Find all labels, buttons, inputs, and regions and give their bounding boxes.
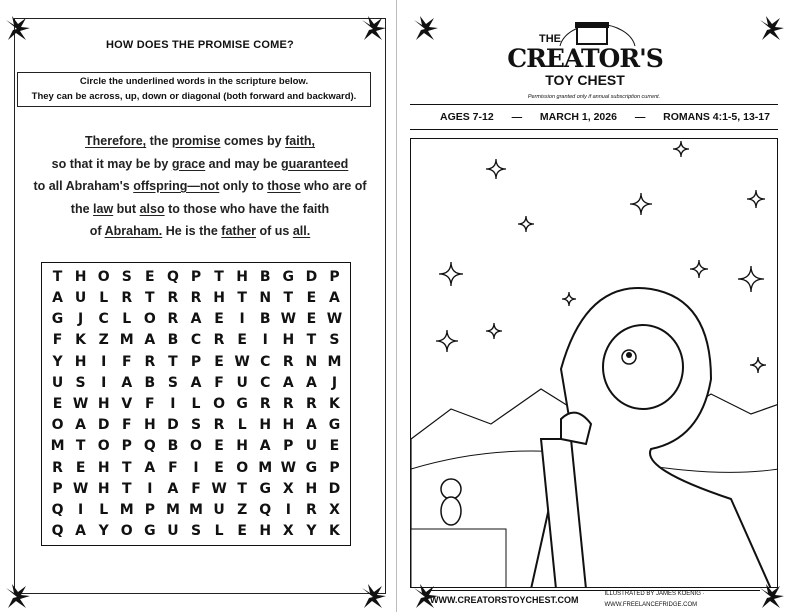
scripture-reference: ROMANS 4:1-5, 13-17 — [663, 111, 770, 123]
grid-letter[interactable]: A — [144, 332, 156, 349]
grid-letter[interactable]: T — [121, 480, 132, 497]
grid-letter[interactable]: D — [167, 417, 179, 434]
grid-letter[interactable]: A — [282, 374, 294, 391]
star-icon — [562, 292, 576, 306]
grid-letter[interactable]: Q — [51, 502, 64, 519]
leaf-corner-icon — [412, 16, 438, 42]
grid-letter[interactable]: Q — [259, 502, 272, 519]
scripture-text-segment: only to — [219, 179, 268, 193]
grid-letter[interactable]: O — [120, 523, 133, 540]
grid-letter[interactable]: R — [213, 417, 225, 434]
grid-letter[interactable]: E — [306, 289, 317, 306]
grid-letter[interactable]: H — [213, 289, 225, 306]
grid-letter[interactable]: L — [122, 311, 132, 328]
star-icon — [738, 266, 764, 292]
star-icon — [436, 330, 458, 352]
grid-letter[interactable]: A — [121, 374, 133, 391]
grid-letter[interactable]: F — [121, 417, 132, 434]
scripture-text-segment: He is the — [162, 224, 222, 238]
grid-letter[interactable]: N — [259, 289, 272, 306]
footer — [430, 590, 760, 609]
grid-letter[interactable]: T — [283, 289, 294, 306]
grid-letter[interactable]: S — [121, 268, 132, 285]
grid-letter[interactable]: I — [170, 395, 176, 412]
abraham-stars-illustration — [410, 138, 778, 588]
grid-letter[interactable]: I — [262, 332, 268, 349]
grid-letter[interactable]: K — [329, 395, 340, 412]
grid-letter[interactable]: N — [305, 353, 318, 370]
grid-letter[interactable]: P — [329, 459, 340, 476]
grid-letter[interactable]: B — [259, 268, 271, 285]
grid-letter[interactable]: G — [51, 311, 64, 328]
creators-toy-chest-logo — [505, 24, 665, 90]
underlined-word: those — [267, 179, 301, 193]
grid-letter[interactable]: I — [101, 374, 107, 391]
grid-letter[interactable]: W — [72, 480, 89, 497]
grid-letter[interactable]: Z — [98, 332, 109, 349]
grid-letter[interactable]: X — [282, 523, 294, 540]
grid-letter[interactable]: O — [213, 395, 226, 412]
grid-letter[interactable]: T — [214, 268, 224, 285]
grid-letter[interactable]: C — [260, 353, 271, 370]
underlined-word: all. — [292, 224, 311, 238]
grid-letter[interactable]: H — [259, 417, 272, 434]
coloring-illustration — [411, 139, 778, 588]
underlined-word: offspring—not — [133, 179, 220, 193]
grid-letter[interactable]: Y — [306, 523, 317, 540]
underlined-word: faith, — [285, 134, 315, 148]
instructions-box — [17, 72, 371, 107]
grid-letter[interactable]: A — [190, 374, 202, 391]
grid-letter[interactable]: M — [258, 459, 273, 476]
grid-letter[interactable]: R — [121, 289, 133, 306]
grid-letter[interactable]: H — [97, 480, 110, 497]
grid-letter[interactable]: P — [52, 480, 63, 497]
grid-letter[interactable]: Q — [51, 523, 64, 540]
grid-letter[interactable]: Q — [166, 268, 179, 285]
grid-letter[interactable]: R — [305, 502, 317, 519]
grid-letter[interactable]: A — [305, 374, 317, 391]
grid-letter[interactable]: S — [190, 523, 202, 540]
grid-letter[interactable]: S — [75, 374, 86, 391]
grid-letter[interactable]: R — [282, 353, 294, 370]
star-icon — [690, 260, 708, 278]
instruction-line: Circle the underlined words in the scripture below. — [79, 76, 309, 87]
instruction-line: They can be across, up, down or diagonal (both forward and backward). — [31, 91, 357, 102]
grid-letter[interactable]: T — [237, 289, 247, 306]
scripture-text-segment: who are of — [300, 179, 367, 193]
grid-letter[interactable]: H — [97, 395, 110, 412]
grid-letter[interactable]: W — [280, 459, 297, 476]
grid-letter[interactable]: H — [143, 417, 156, 434]
grid-letter[interactable]: R — [259, 395, 271, 412]
grid-letter[interactable]: T — [306, 332, 317, 349]
grid-letter[interactable]: W — [72, 395, 89, 412]
grid-letter[interactable]: W — [326, 311, 343, 328]
grid-letter[interactable]: U — [305, 438, 318, 455]
grid-letter[interactable]: E — [145, 268, 155, 285]
grid-letter[interactable]: B — [259, 311, 271, 328]
scripture-text-segment: the — [70, 201, 94, 216]
grid-letter[interactable]: X — [329, 502, 340, 519]
grid-letter[interactable]: X — [282, 480, 294, 497]
grid-letter[interactable]: R — [305, 395, 317, 412]
grid-letter[interactable]: G — [259, 480, 271, 497]
grid-letter[interactable]: A — [329, 289, 340, 306]
grid-letter[interactable]: R — [167, 289, 179, 306]
grid-letter[interactable]: B — [167, 438, 179, 455]
grid-letter[interactable]: H — [236, 438, 248, 455]
grid-letter[interactable]: U — [236, 374, 248, 391]
grid-letter[interactable]: R — [167, 311, 179, 328]
grid-letter[interactable]: L — [191, 395, 201, 412]
grid-letter[interactable]: H — [282, 417, 295, 434]
underlined-word: father — [221, 224, 257, 238]
grid-letter[interactable]: C — [260, 374, 271, 391]
grid-letter[interactable]: E — [214, 438, 224, 455]
star-icon — [673, 141, 689, 157]
page-divider — [396, 0, 397, 612]
logo-the: THE — [539, 33, 561, 45]
grid-letter[interactable]: B — [144, 374, 156, 391]
grid-letter[interactable]: E — [214, 311, 224, 328]
grid-letter[interactable]: I — [77, 502, 84, 519]
grid-letter[interactable]: F — [52, 332, 63, 349]
grid-letter[interactable]: R — [52, 459, 63, 476]
grid-letter[interactable]: T — [237, 480, 247, 497]
scripture-text-segment: but — [113, 201, 140, 216]
grid-letter[interactable]: Y — [52, 353, 63, 370]
separator: — — [634, 111, 646, 123]
grid-letter[interactable]: O — [236, 459, 249, 476]
grid-letter[interactable]: I — [193, 459, 199, 476]
logo-creators: CREATOR'S — [507, 44, 663, 73]
grid-letter[interactable]: P — [190, 353, 202, 370]
star-icon — [486, 159, 506, 179]
grid-letter[interactable]: H — [305, 480, 318, 497]
left-page — [14, 18, 386, 594]
scripture-text-segment: to those who have the faith — [164, 201, 330, 216]
underlined-word: guaranteed — [280, 156, 349, 171]
grid-letter[interactable]: J — [77, 311, 84, 328]
grid-letter[interactable]: E — [237, 523, 247, 540]
grid-letter[interactable]: P — [283, 438, 294, 455]
grid-letter[interactable]: O — [51, 417, 64, 434]
star-icon — [747, 190, 765, 208]
underlined-word: grace — [171, 156, 206, 171]
grid-letter[interactable]: A — [144, 459, 156, 476]
word-search-grid — [41, 262, 351, 546]
grid-letter[interactable]: F — [121, 353, 132, 370]
grid-letter[interactable]: W — [280, 311, 297, 328]
scripture-line — [15, 175, 385, 198]
grid-letter[interactable]: R — [144, 353, 156, 370]
permission-note: Permission granted only if annual subscription current. — [527, 94, 661, 100]
leaf-corner-icon — [758, 16, 784, 42]
grid-letter[interactable]: G — [328, 417, 341, 434]
star-icon — [439, 262, 463, 286]
website-link[interactable]: WWW.CREATORSTOYCHEST.COM — [430, 594, 579, 605]
grid-letter[interactable]: K — [75, 332, 87, 349]
grid-letter[interactable]: V — [121, 395, 133, 412]
grid-letter[interactable]: E — [329, 438, 340, 455]
scripture-text-segment: of us — [256, 224, 293, 238]
grid-letter[interactable]: U — [51, 374, 64, 391]
star-icon — [518, 216, 534, 232]
grid-letter[interactable]: T — [168, 353, 178, 370]
grid-letter[interactable]: S — [190, 417, 202, 434]
grid-letter[interactable]: O — [143, 311, 156, 328]
grid-letter[interactable]: W — [234, 353, 250, 370]
underlined-word: Therefore, — [85, 134, 147, 148]
leaf-corner-icon — [758, 584, 784, 610]
grid-letter[interactable]: H — [282, 332, 295, 349]
scripture-text — [15, 130, 385, 243]
grid-letter[interactable]: Q — [143, 438, 156, 455]
grid-letter[interactable]: R — [282, 395, 294, 412]
scripture-text-segment: so that it may be by — [51, 156, 172, 171]
grid-letter[interactable]: T — [121, 459, 132, 476]
grid-letter[interactable]: H — [236, 268, 248, 285]
grid-letter[interactable]: E — [214, 459, 224, 476]
grid-letter[interactable]: A — [167, 480, 179, 497]
grid-letter[interactable]: U — [74, 289, 87, 306]
logo-toy-chest: TOY CHEST — [545, 72, 625, 88]
grid-letter[interactable]: Y — [98, 523, 109, 540]
grid-letter[interactable]: A — [75, 523, 87, 540]
grid-letter[interactable]: J — [331, 374, 338, 391]
grid-letter[interactable]: I — [147, 480, 153, 497]
grid-letter[interactable]: M — [119, 502, 134, 519]
age-range: AGES 7-12 — [440, 111, 494, 123]
scripture-text-segment: comes by — [220, 134, 286, 148]
grid-letter[interactable]: H — [74, 268, 87, 285]
grid-letter[interactable]: R — [190, 289, 202, 306]
leaf-corner-icon — [360, 584, 386, 610]
grid-letter[interactable]: M — [50, 438, 65, 455]
grid-letter[interactable]: P — [329, 268, 340, 285]
grid-letter[interactable]: H — [259, 523, 272, 540]
grid-letter[interactable]: S — [329, 332, 340, 349]
grid-letter[interactable]: R — [213, 332, 225, 349]
scripture-line — [15, 220, 385, 243]
grid-letter[interactable]: G — [305, 459, 318, 476]
grid-letter[interactable]: L — [214, 523, 224, 540]
grid-letter[interactable]: D — [97, 417, 110, 434]
grid-letter[interactable]: A — [52, 289, 63, 306]
grid-letter[interactable]: A — [190, 311, 202, 328]
grid-letter[interactable]: G — [144, 523, 156, 540]
scripture-line — [15, 198, 385, 221]
star-icon — [750, 357, 766, 373]
grid-letter[interactable]: U — [213, 502, 225, 519]
grid-letter[interactable]: I — [285, 502, 291, 519]
activity-title: HOW DOES THE PROMISE COME? — [106, 39, 294, 51]
underlined-word: promise — [171, 134, 221, 148]
grid-letter[interactable]: L — [99, 502, 109, 519]
leaf-corner-icon — [4, 584, 30, 610]
illustrator-credit: ILLUSTRATED BY JAMES KOENIG · WWW.FREELANCEFRIDGE.COM — [604, 591, 705, 608]
grid-letter[interactable]: O — [190, 438, 202, 455]
scripture-line — [15, 153, 385, 176]
grid-letter[interactable]: T — [145, 289, 155, 306]
grid-letter[interactable]: I — [239, 311, 245, 328]
grid-letter[interactable]: A — [75, 417, 87, 434]
scripture-text-segment: the — [146, 134, 172, 148]
grid-letter[interactable]: F — [191, 480, 201, 497]
underlined-word: Abraham. — [104, 224, 163, 238]
grid-letter[interactable]: O — [97, 438, 110, 455]
grid-letter[interactable]: E — [75, 459, 86, 476]
star-icon — [486, 323, 502, 339]
grid-letter[interactable]: E — [306, 311, 317, 328]
grid-letter[interactable]: H — [74, 353, 87, 370]
grid-letter[interactable]: M — [327, 353, 342, 370]
scripture-line — [15, 130, 385, 153]
separator: — — [511, 111, 523, 123]
leaf-corner-icon — [360, 16, 386, 42]
grid-letter[interactable]: D — [305, 268, 318, 285]
grid-letter[interactable]: C — [98, 311, 109, 328]
grid-letter[interactable]: F — [168, 459, 178, 476]
grid-letter[interactable]: F — [145, 395, 155, 412]
grid-letter[interactable]: M — [119, 332, 134, 349]
grid-letter[interactable]: O — [97, 268, 110, 285]
grid-letter[interactable]: C — [190, 332, 202, 349]
grid-letter[interactable]: H — [97, 459, 110, 476]
grid-letter[interactable]: T — [75, 438, 86, 455]
grid-letter[interactable]: P — [190, 268, 202, 285]
underlined-word: law — [93, 201, 114, 216]
lesson-info-bar — [410, 104, 778, 130]
grid-letter[interactable]: P — [144, 502, 155, 519]
right-page — [410, 18, 778, 608]
grid-letter[interactable]: B — [167, 332, 179, 349]
grid-letter[interactable]: A — [305, 417, 317, 434]
grid-letter[interactable]: Z — [237, 502, 248, 519]
grid-letter[interactable]: A — [259, 438, 271, 455]
grid-letter[interactable]: K — [329, 523, 340, 540]
grid-letter[interactable]: G — [236, 395, 248, 412]
grid-letter[interactable]: P — [121, 438, 132, 455]
scripture-text-segment: to all Abraham's — [33, 179, 134, 193]
grid-letter[interactable]: U — [167, 523, 179, 540]
grid-letter[interactable]: S — [167, 374, 178, 391]
grid-letter[interactable]: G — [282, 268, 295, 285]
grid-letter[interactable]: M — [189, 502, 203, 519]
star-icon — [630, 193, 652, 215]
grid-letter[interactable]: T — [52, 268, 63, 285]
grid-letter[interactable]: E — [52, 395, 63, 412]
leaf-corner-icon — [4, 16, 30, 42]
grid-letter[interactable]: E — [237, 332, 247, 349]
underlined-word: also — [139, 201, 165, 216]
grid-letter[interactable]: F — [214, 374, 224, 391]
grid-letter[interactable]: L — [237, 417, 247, 434]
scripture-text-segment: and may be — [205, 156, 281, 171]
leaf-corner-icon — [412, 584, 438, 610]
lesson-date: MARCH 1, 2026 — [539, 111, 617, 123]
scripture-text-segment: of — [89, 224, 105, 238]
grid-letter[interactable]: D — [328, 480, 341, 497]
grid-letter[interactable]: I — [101, 353, 107, 370]
grid-letter[interactable]: W — [211, 480, 227, 497]
grid-letter[interactable]: L — [99, 289, 109, 306]
grid-letter[interactable]: M — [165, 502, 180, 519]
grid-letter[interactable]: E — [214, 353, 224, 370]
